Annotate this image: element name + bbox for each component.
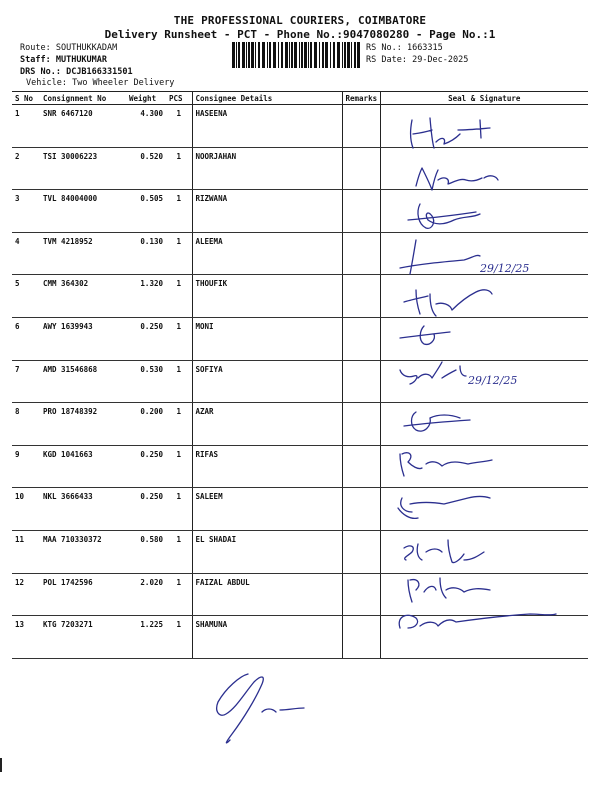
barcode-bar: [314, 42, 317, 68]
rs-no-label: RS No.:: [366, 43, 402, 53]
cell-remarks: [342, 317, 380, 360]
cell-consignment: TSI 30006223: [40, 147, 126, 190]
cell-remarks: [342, 147, 380, 190]
cell-consignment: TVL 84004000: [40, 190, 126, 233]
cell-consignee: AZAR: [192, 403, 342, 446]
cell-consignment: KTG 7203271: [40, 616, 126, 659]
cell-weight: 0.130: [126, 232, 166, 275]
staff-line: [20, 55, 107, 65]
barcode-bar: [308, 42, 309, 68]
staff-label: Staff:: [20, 55, 51, 65]
cell-consignee: RIFAS: [192, 445, 342, 488]
signature-row-9: [400, 453, 492, 476]
signature-row-10: [398, 497, 490, 519]
col-header-weight: Weight: [126, 92, 166, 105]
drs-label: DRS No.:: [20, 67, 61, 77]
rs-date-label: RS Date:: [366, 55, 407, 65]
vehicle-label: Vehicle:: [26, 78, 67, 88]
cell-remarks: [342, 488, 380, 531]
cell-sno: 5: [12, 275, 40, 318]
handwritten-date-row-4: 29/12/25: [480, 262, 530, 275]
barcode-bar: [294, 42, 297, 68]
cell-remarks: [342, 105, 380, 148]
cell-sno: 3: [12, 190, 40, 233]
cell-pcs: 1: [166, 105, 192, 148]
cell-pcs: 1: [166, 190, 192, 233]
cell-pcs: 1: [166, 573, 192, 616]
cell-sno: 11: [12, 530, 40, 573]
barcode-bar: [281, 42, 283, 68]
cell-remarks: [342, 275, 380, 318]
col-header-consignee: Consignee Details: [192, 92, 342, 105]
barcode-bar: [285, 42, 288, 68]
col-header-remarks: Remarks: [342, 92, 380, 105]
cell-sno: 4: [12, 232, 40, 275]
cell-consignee: ALEEMA: [192, 232, 342, 275]
table-header-row: [12, 92, 588, 105]
signature-row-1: [411, 118, 490, 148]
cell-consignment: SNR 6467120: [40, 105, 126, 148]
signature-row-3: [408, 204, 480, 228]
cell-consignee: SHAMUNA: [192, 616, 342, 659]
barcode-bar: [354, 42, 356, 68]
handwritten-signatures: [380, 108, 590, 648]
cell-weight: 0.200: [126, 403, 166, 446]
barcode-bar: [333, 42, 335, 68]
cell-consignment: PRO 18748392: [40, 403, 126, 446]
rs-no-line: [366, 43, 443, 53]
barcode-bar: [238, 42, 240, 68]
col-header-pcs: PCS: [166, 92, 192, 105]
barcode-bar: [236, 42, 237, 68]
signature-row-6: [400, 326, 450, 344]
cell-remarks: [342, 530, 380, 573]
cell-consignment: NKL 3666433: [40, 488, 126, 531]
col-header-consignment: Consignment No: [40, 92, 126, 105]
barcode-bar: [322, 42, 324, 68]
cell-weight: 0.505: [126, 190, 166, 233]
cell-consignee: HASEENA: [192, 105, 342, 148]
barcode-bar: [251, 42, 254, 68]
cell-consignee: MONI: [192, 317, 342, 360]
drs-value: DCJB166331501: [66, 67, 133, 77]
rs-date-line: [366, 55, 468, 65]
cell-pcs: 1: [166, 275, 192, 318]
barcode-bar: [262, 42, 265, 68]
cell-remarks: [342, 616, 380, 659]
cell-sno: 1: [12, 105, 40, 148]
cell-consignee: SALEEM: [192, 488, 342, 531]
barcode-bar: [232, 42, 235, 68]
cell-sno: 12: [12, 573, 40, 616]
barcode-bar: [269, 42, 271, 68]
signature-row-7: [400, 362, 517, 387]
cell-weight: 0.580: [126, 530, 166, 573]
cell-consignee: RIZWANA: [192, 190, 342, 233]
staff-signature: [196, 664, 316, 754]
barcode-bar: [357, 42, 360, 68]
cell-weight: 1.320: [126, 275, 166, 318]
signature-row-2: [416, 168, 498, 190]
cell-consignment: TVM 4218952: [40, 232, 126, 275]
barcode-bar: [337, 42, 340, 68]
cell-remarks: [342, 445, 380, 488]
cell-weight: 4.300: [126, 105, 166, 148]
cell-pcs: 1: [166, 317, 192, 360]
cell-sno: 10: [12, 488, 40, 531]
cell-remarks: [342, 190, 380, 233]
cell-sno: 7: [12, 360, 40, 403]
barcode-bar: [242, 42, 245, 68]
barcode-bar: [248, 42, 250, 68]
cell-consignment: AMD 31546868: [40, 360, 126, 403]
cell-sno: 2: [12, 147, 40, 190]
cell-pcs: 1: [166, 488, 192, 531]
vehicle-line: [26, 78, 174, 88]
runsheet-subtitle: Delivery Runsheet - PCT - Phone No.:9047080280 - Page No.:1: [104, 28, 496, 41]
page-edge-mark: [0, 758, 2, 772]
barcode-bar: [304, 42, 307, 68]
cell-weight: 1.225: [126, 616, 166, 659]
cell-consignment: CMM 364302: [40, 275, 126, 318]
cell-weight: 0.250: [126, 488, 166, 531]
cell-pcs: 1: [166, 530, 192, 573]
cell-sno: 6: [12, 317, 40, 360]
cell-remarks: [342, 360, 380, 403]
cell-weight: 0.520: [126, 147, 166, 190]
barcode-bar: [347, 42, 350, 68]
barcode-bar: [301, 42, 303, 68]
cell-weight: 0.250: [126, 445, 166, 488]
barcode-bar: [258, 42, 260, 68]
cell-weight: 0.250: [126, 317, 166, 360]
runsheet-title: THE PROFESSIONAL COURIERS, COIMBATORE: [173, 14, 427, 27]
cell-sno: 8: [12, 403, 40, 446]
cell-pcs: 1: [166, 616, 192, 659]
signature-row-4: [400, 240, 529, 275]
cell-consignee: SOFIYA: [192, 360, 342, 403]
barcode-bar: [330, 42, 331, 68]
barcode-bar: [246, 42, 247, 68]
cell-pcs: 1: [166, 445, 192, 488]
cell-consignment: KGD 1041663: [40, 445, 126, 488]
cell-sno: 13: [12, 616, 40, 659]
vehicle-value: Two Wheeler Delivery: [72, 78, 175, 88]
cell-pcs: 1: [166, 403, 192, 446]
staff-value: MUTHUKUMAR: [55, 55, 108, 65]
barcode-bar: [289, 42, 290, 68]
cell-consignee: NOORJAHAN: [192, 147, 342, 190]
route-label: Route:: [20, 43, 51, 53]
cell-consignment: MAA 710330372: [40, 530, 126, 573]
cell-consignee: EL SHADAI: [192, 530, 342, 573]
cell-sno: 9: [12, 445, 40, 488]
signature-row-5: [404, 290, 492, 316]
barcode-bar: [278, 42, 279, 68]
col-header-signature: Seal & Signature: [380, 92, 588, 105]
cell-remarks: [342, 232, 380, 275]
route-value: SOUTHUKKADAM: [55, 43, 118, 53]
cell-consignee: THOUFIK: [192, 275, 342, 318]
signature-row-11: [404, 540, 484, 563]
barcode-bar: [319, 42, 320, 68]
cell-consignee: FAIZAL ABDUL: [192, 573, 342, 616]
barcode-bar: [299, 42, 300, 68]
cell-remarks: [342, 403, 380, 446]
barcode-bar: [267, 42, 268, 68]
barcode-bar: [342, 42, 343, 68]
cell-consignment: AWY 1639943: [40, 317, 126, 360]
barcode-bar: [351, 42, 352, 68]
cell-pcs: 1: [166, 147, 192, 190]
barcode-bar: [344, 42, 346, 68]
handwritten-date-row-7: 29/12/25: [468, 374, 518, 387]
cell-weight: 0.530: [126, 360, 166, 403]
rs-date-value: 29-Dec-2025: [412, 55, 469, 65]
barcode-bar: [291, 42, 293, 68]
cell-consignment: POL 1742596: [40, 573, 126, 616]
route-line: [20, 43, 117, 53]
cell-pcs: 1: [166, 232, 192, 275]
signature-row-8: [404, 412, 470, 431]
signature-row-13: [399, 614, 556, 628]
barcode-bar: [325, 42, 328, 68]
barcode-bar: [273, 42, 276, 68]
barcode-bar: [310, 42, 312, 68]
cell-weight: 2.020: [126, 573, 166, 616]
drs-line: [20, 67, 133, 77]
col-header-sno: S No: [12, 92, 40, 105]
barcode: [232, 42, 360, 68]
rs-no-value: 1663315: [406, 43, 443, 53]
signature-row-12: [408, 578, 490, 602]
cell-pcs: 1: [166, 360, 192, 403]
cell-remarks: [342, 573, 380, 616]
barcode-bar: [255, 42, 256, 68]
